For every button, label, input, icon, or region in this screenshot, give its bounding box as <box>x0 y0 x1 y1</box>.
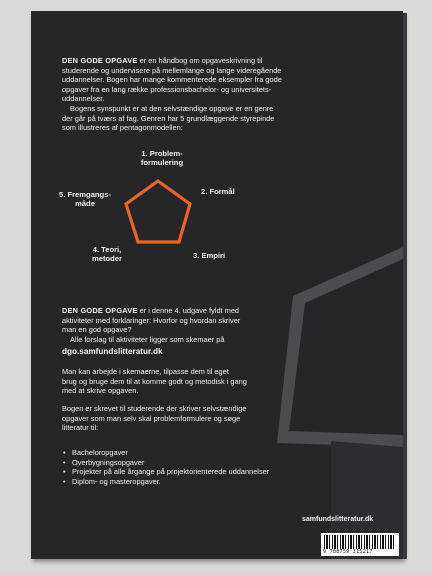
list-item: • Overbygningsopgaver <box>72 458 362 468</box>
middle-title: DEN GODE OPGAVE <box>62 306 138 315</box>
pentagon-label-2: 2. Formål <box>201 187 235 196</box>
website-url: dgo.samfundslitteratur.dk <box>62 347 163 356</box>
list-item: • Bacheloropgaver <box>72 448 362 458</box>
pentagon-label-4: 4. Teori, metoder <box>92 245 122 263</box>
book-back-cover <box>31 11 403 559</box>
publisher-url: samfundslitteratur.dk <box>302 516 374 523</box>
bullet-list <box>62 448 362 486</box>
book-spine-edge <box>403 13 407 559</box>
middle-text: DEN GODE OPGAVE er i denne 4. udgave fyldt med aktiviteter med forklaringer: Hvorfor og hvordan skriver man en god opgave? Alle forslag til aktiviteter ligger som skemaer på <box>62 306 241 344</box>
intro-text: DEN GODE OPGAVE er en håndbog om opgaveskrivning til studerende og undervisere på mellemlange og lange videregående uddannelser. Bogen har mange kommenterede eksempler fra gode opgaver fra en lang række professionsbachelor- og universitets- uddannelser. Bogens synspunkt er at den selvstændige opgave er en genre der går på tværs af fag. Genren har 5 grundlæggende styrepinde som illustreres af pentagonmodellen: <box>62 56 282 133</box>
pentagon-label-3: 3. Empiri <box>193 251 226 260</box>
schema-text: Man kan arbejde i skemaerne, tilpasse dem til eget brug og bruge dem til at komme godt og metodisk i gang med at skrive opgaven. <box>62 367 247 396</box>
pentagon-label-1: 1. Problem- formulering <box>140 149 184 167</box>
list-item: • Diplom- og masteropgaver. <box>72 477 362 487</box>
audience-text: Bogen er skrevet til studerende der skriver selvstændige opgaver som man selv skal problemformulere og søge litteratur til: <box>62 404 247 433</box>
intro-title: DEN GODE OPGAVE <box>62 56 138 65</box>
barcode-bars <box>324 535 396 549</box>
barcode <box>321 533 399 556</box>
barcode-number: 9 788759 315217 <box>323 549 373 555</box>
pentagon-shape <box>126 181 190 242</box>
list-item: • Projekter på alle årgange på projektorienterede uddannelser <box>72 467 362 477</box>
pentagon-label-5: 5. Fremgangs- måde <box>59 190 111 208</box>
